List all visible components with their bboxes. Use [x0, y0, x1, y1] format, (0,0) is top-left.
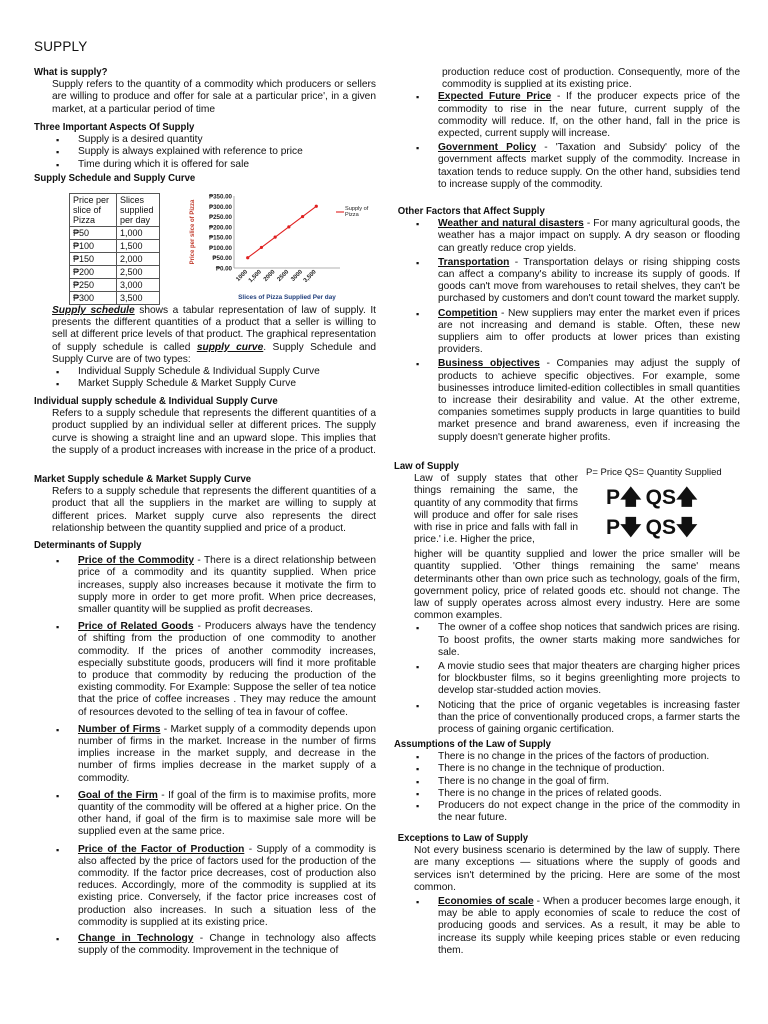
determinant-text: - Producers always have the tendency of shifting from the production of one commodity to another commodity. If the prices of another commodity increases, especially substitute goods, producers will find it more profitable to produce that commodity by reducing the production of the existing commodity. For Example: Suppose the seller of tea notice that the price of coffee increases . They may reduce the amount of resources devoted to the selling of tea in favour of coffee. [78, 621, 376, 718]
list-item [34, 844, 376, 929]
determinant-term: Change in Technology [78, 933, 194, 945]
y-tick-label: ₱300.00 [208, 203, 232, 211]
law-heading: Law of Supply [394, 461, 459, 472]
schedule-paragraph-text-b: . Supply Schedule and Supply Curve are of two types: [52, 341, 376, 365]
table-header-slices: Slices supplied per day [117, 194, 160, 227]
aspects-heading: Three Important Aspects Of Supply [34, 122, 195, 133]
market-heading: Market Supply schedule & Market Supply Curve [34, 474, 252, 485]
data-point [246, 256, 249, 259]
determinants-continued [394, 67, 740, 191]
factor-text: - New suppliers may enter the market even if prices are not increasing and demand is stable. Often, these new suppliers aim to offer products at lower prices than existing providers. [438, 307, 740, 356]
exceptions-list [394, 896, 740, 957]
table-row [70, 279, 160, 292]
determinant-text: - If the producer expects price of the commodity to rise in the near future, current supply of the commodity will reduce. If, on the other hand, fall in the price is expected, current supply will increase. [438, 91, 740, 140]
what-is-supply-section [34, 67, 376, 116]
list-item: ▪ Producers do not expect change in the price of the commodity in the near future. [394, 800, 740, 824]
individual-text: Refers to a supply schedule that represents the different quantities of a product supplied by an individual seller at different prices. The supply curve is showing a straight line and an upward slope. This implies that the supply of a product increases with increase in the price of a product. [52, 408, 376, 456]
exceptions-text: Not every business scenario is determined by the law of supply. There are many exceptions — situations where the supply of goods and services isn't determined by the pricing. Here are some of the most common. [414, 845, 740, 893]
list-item: ▪ Market Supply Schedule & Market Supply Curve [34, 378, 376, 390]
price-symbol: P [606, 486, 621, 510]
determinant-term: Price of Related Goods [78, 621, 194, 633]
table-row [70, 292, 160, 305]
table-cell: 3,500 [117, 292, 160, 305]
factor-term: Competition [438, 307, 498, 319]
list-item [394, 257, 740, 306]
assumptions-section [394, 739, 740, 824]
table-cell: ₱50 [70, 227, 117, 240]
exception-text: - When a producer becomes large enough, it may be able to apply economies of scale to reduce the cost of producing goods and services. As a result, it may be able to increase its supply while keeping prices stable or even reducing them. [438, 896, 740, 956]
determinant-term: Expected Future Price [438, 91, 552, 103]
factor-term: Business objectives [438, 358, 540, 370]
x-tick-label: 1000 [235, 269, 250, 283]
table-cell: ₱100 [70, 240, 117, 253]
y-tick-label: ₱150.00 [208, 234, 232, 242]
table-row [70, 240, 160, 253]
x-tick-label: 1,500 [247, 269, 263, 285]
list-item [394, 91, 740, 140]
what-is-supply-heading: What is supply? [34, 67, 108, 78]
y-tick-label: ₱200.00 [208, 224, 232, 232]
y-tick-label: ₱250.00 [208, 214, 232, 222]
legend-label: Supply of Pizza [345, 206, 369, 218]
factor-term: Weather and natural disasters [438, 218, 584, 230]
assumptions-heading: Assumptions of the Law of Supply [394, 739, 551, 750]
law-text-wide: higher will be quantity supplied and lower the price smaller will be quantity supplied. 'Other things remaining the same' means determinants other than own price such as technology, goals of the firm, government policy, price of related goods etc. should not change. The law of supply operates across almost every industry. Here are some common examples. [414, 549, 740, 622]
list-item [394, 218, 740, 255]
determinants-list [34, 555, 376, 957]
determinant-text: - If goal of the firm is to maximise profits, more quantity of the commodity will be offered at a higher price. On the other hand, if goal of the firm is to maximise sale more will be supplied even at the same price. [78, 789, 377, 838]
data-point [301, 215, 304, 218]
list-item [34, 621, 376, 719]
law-examples-list [394, 622, 740, 736]
arrow-up-icon: 🡅 [620, 486, 642, 510]
list-item: ▪ There is no change in the goal of firm. [394, 776, 740, 788]
determinant-term: Number of Firms [78, 723, 161, 735]
market-section [34, 474, 376, 535]
determinants-section [34, 540, 376, 958]
list-item [34, 555, 376, 616]
y-tick-label: ₱350.00 [208, 193, 232, 201]
list-item: ▪ Noticing that the price of organic vegetables is increasing faster than the price of conventionally produced crops, a farmer starts the process of gaining organic certification. [394, 700, 740, 737]
determinant-text: - Supply of a commodity is also affected by the price of factors used for the production of the commodity. If the factor price decreases, cost of production also reduces. Accordingly, more of the commodity is supplied at its existing price. Conversely, if the factor price increases cost of production also increases. In such a situation less of the commodity is supplied at its existing price. [78, 843, 376, 928]
table-row [70, 253, 160, 266]
aspects-section [34, 122, 376, 171]
continued-text: production reduce cost of production. Consequently, more of the commodity is supplied at its existing price. [442, 67, 740, 91]
table-cell: 2,500 [117, 266, 160, 279]
other-factors-section [394, 206, 740, 444]
y-tick-label: ₱0.00 [215, 265, 232, 273]
price-symbol: P [606, 516, 621, 540]
list-item: ▪ Time during which it is offered for sale [34, 159, 376, 171]
list-item [394, 142, 740, 191]
exceptions-section [394, 833, 740, 957]
schedule-heading: Supply Schedule and Supply Curve [34, 173, 196, 184]
price-up-row [606, 487, 698, 509]
table-cell: 2,000 [117, 253, 160, 266]
list-item [394, 358, 740, 443]
determinants-heading: Determinants of Supply [34, 540, 142, 551]
aspects-list [34, 134, 376, 171]
table-cell: ₱150 [70, 253, 117, 266]
law-of-supply-section [394, 461, 740, 736]
y-axis-title: Price per slice of Pizza [190, 199, 196, 265]
determinant-text: - Change in technology also affects supply of the commodity. Improvement in the technique of [78, 933, 377, 957]
table-cell: ₱200 [70, 266, 117, 279]
determinant-text: - Market supply of a commodity depends upon number of firms in the market. Increase in the number of firms implies increase in the market supply, and decrease in the number of firms implies decrease in the market supply of a commodity. [78, 723, 376, 784]
y-tick-label: ₱100.00 [208, 244, 232, 252]
other-factors-list [394, 218, 740, 444]
table-header-row [70, 194, 160, 227]
y-tick-label: ₱50.00 [212, 255, 232, 263]
determinant-term: Price of the Commodity [78, 555, 194, 567]
list-item: ▪ Individual Supply Schedule & Individual Supply Curve [34, 366, 376, 378]
list-item [394, 308, 740, 357]
determinant-term: Goal of the Firm [78, 789, 158, 801]
x-tick-label: 2500 [276, 269, 291, 283]
arrow-down-icon: 🡇 [675, 516, 698, 540]
supply-curve-term: supply curve [196, 341, 264, 353]
individual-heading: Individual supply schedule & Individual Supply Curve [34, 396, 278, 407]
table-cell: ₱250 [70, 279, 117, 292]
individual-section [34, 396, 376, 457]
data-point [260, 246, 263, 249]
determinant-term: Government Policy [438, 142, 537, 154]
exception-term: Economies of scale [438, 896, 534, 908]
qs-symbol: QS [645, 516, 676, 540]
data-point [315, 205, 318, 208]
list-item: ▪ There is no change in the prices of related goods. [394, 788, 740, 800]
price-down-row [606, 517, 698, 539]
list-item: ▪ A movie studio sees that major theaters are charging higher prices for blockbuster films, so it begins greenlighting more projects to develop star-studded action movies. [394, 661, 740, 698]
x-tick-label: 3,500 [302, 269, 318, 285]
supply-schedule-table [69, 193, 160, 305]
law-intro [394, 467, 740, 547]
factor-text: - Transportation delays or rising shipping costs can affect a company's ability to increase its supply of goods. If goods can't move from warehouses to retail shelves, they can't be purchased by customers and don't count toward the market supply. [438, 256, 740, 305]
factor-text: - Companies may adjust the supply of products to achieve specific objectives. For example, some businesses introduce limited-edition collectibles in small quantities to increase their desirability and value. At the other extreme, companies sometimes supply products in large quantities to build market presence and brand awareness, even if increasing the supply doesn't generate higher profits. [438, 358, 740, 443]
list-item: ▪ Supply is always explained with reference to price [34, 146, 376, 158]
table-cell: 3,000 [117, 279, 160, 292]
table-row [70, 227, 160, 240]
list-item: ▪ There is no change in the technique of production. [394, 763, 740, 775]
list-item [34, 790, 376, 839]
supply-schedule-term: Supply schedule [52, 305, 135, 316]
table-row [70, 266, 160, 279]
factor-term: Transportation [438, 256, 510, 268]
schedule-paragraph-section [34, 305, 376, 390]
table-header-price: Price per slice of Pizza [70, 194, 117, 227]
determinant-text: - There is a direct relationship between price of a commodity and its quantity supplied. When price increases, supply also increases because it motivate the firm to supply more in order to get more profit. When price decreases, smaller quantity will be supplied as profit decreases. [78, 555, 376, 616]
arrow-up-icon: 🡅 [675, 486, 698, 510]
what-is-supply-text: Supply refers to the quantity of a commodity which producers or sellers are willing to produce and offer for sale at a particular price', in a given market, at a particular period of time [52, 79, 376, 115]
x-axis-title: Slices of Pizza Supplied Per day [238, 294, 336, 301]
list-item: ▪ The owner of a coffee shop notices that sandwich prices are rising. To boost profits, the owner starts making more sandwiches for sale. [394, 622, 740, 659]
table-cell: ₱300 [70, 292, 117, 305]
price-quantity-figure [584, 467, 744, 545]
supply-series-line [248, 206, 317, 257]
factor-text: - For many agricultural goods, the weather has a major impact on supply. A dry season or flooding can greatly reduce crop yields. [438, 218, 740, 254]
qs-symbol: QS [645, 486, 676, 510]
market-text: Refers to a supply schedule that represents the different quantities of a product that all the suppliers in the market are willing to supply at different prices. Market supply curve also represents the direct relationship between the quantity supplied and price of a product. [52, 486, 376, 534]
supply-curve-chart [186, 190, 396, 302]
data-point [287, 225, 290, 228]
x-tick-label: 3000 [290, 269, 304, 283]
x-tick-label: 2000 [262, 269, 277, 283]
determinant-term: Price of the Factor of Production [78, 843, 245, 855]
table-cell: 1,500 [117, 240, 160, 253]
other-factors-heading: Other Factors that Affect Supply [397, 206, 545, 217]
page-title: SUPPLY [34, 39, 88, 54]
law-legend: P= Price QS= Quantity Supplied [586, 467, 722, 479]
determinant-text: - 'Taxation and Subsidy' policy of the government affects market supply of the commodity. Increase in taxation tends to reduce supply. On the other hand, subsidies tend to increase supply of the commodity. [438, 142, 740, 190]
list-item [34, 724, 376, 785]
list-item: ▪ There is no change in the prices of the factors of production. [394, 751, 740, 763]
supply-curve-svg [186, 190, 396, 302]
schedule-heading-wrap [34, 173, 376, 185]
schedule-types-list [34, 366, 376, 390]
list-item: ▪ Supply is a desired quantity [34, 134, 376, 146]
determinants-cont-list [394, 91, 740, 191]
list-item [34, 933, 376, 957]
law-text-narrow: Law of supply states that other things remaining the same, the quantity of any commodity that firms will produce and offer for sale rises with rise in price and falls with fall in price.' i.e. Higher the price, [414, 473, 578, 546]
arrow-down-icon: 🡇 [620, 516, 642, 540]
schedule-paragraph-text-a: shows a tabular representation of law of supply. It presents the different quantities of a product that a seller is willing to sell at different price levels of that product. The graphical representation of supply schedule is called [52, 305, 376, 353]
exceptions-heading: Exceptions to Law of Supply [397, 833, 529, 844]
assumptions-list [394, 751, 740, 824]
table-cell: 1,000 [117, 227, 160, 240]
data-point [274, 236, 277, 239]
schedule-paragraph [34, 305, 376, 366]
list-item [394, 896, 740, 957]
